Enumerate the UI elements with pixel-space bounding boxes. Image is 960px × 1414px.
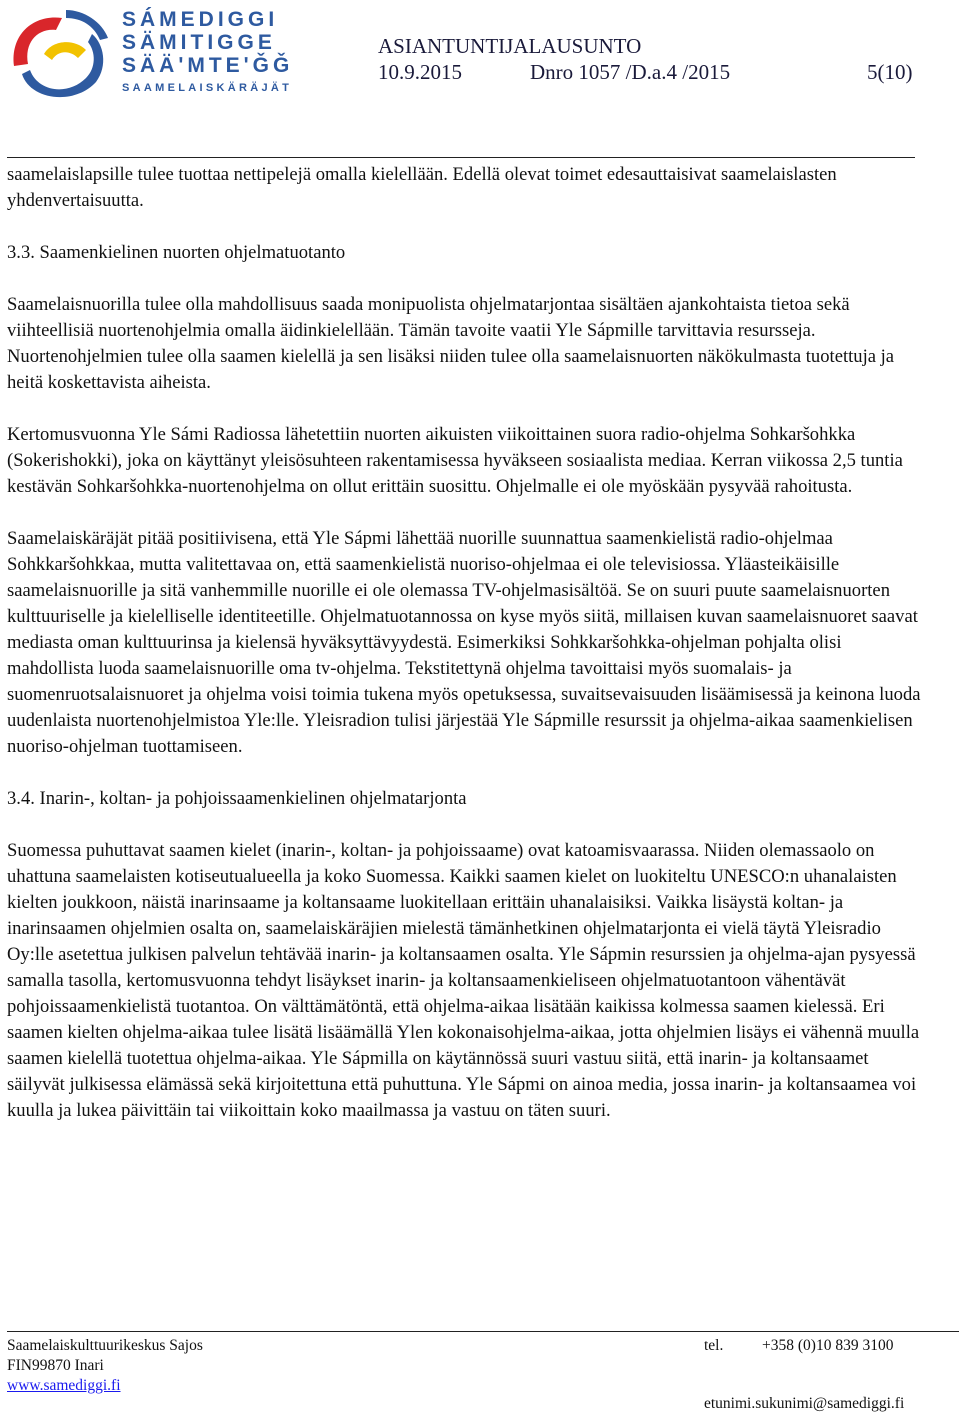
logo-line-3: SÄÄʹMTEʹǦǦ: [122, 54, 294, 77]
samediggi-emblem-icon: [4, 4, 114, 108]
footer-email: etunimi.sukunimi@samediggi.fi: [704, 1395, 905, 1412]
footer-tel-label: tel.: [704, 1337, 724, 1354]
document-meta: [378, 60, 918, 84]
footer-address-block: [7, 1336, 407, 1396]
paragraph-continued: saamelaislapsille tulee tuottaa nettipelejä omalla kielellään. Edellä olevat toimet edesauttaisivat saamelaislasten yhdenvertaisuutta.: [7, 164, 837, 211]
header-divider: [7, 157, 915, 158]
logo-wordmark: [122, 8, 293, 96]
document-number: Dnro 1057 /D.a.4 /2015: [530, 60, 731, 84]
section-heading-3-4: 3.4. Inarin-, koltan- ja pohjoissaamenkielinen ohjelmatarjonta: [7, 788, 467, 809]
document-title: ASIANTUNTIJALAUSUNTO: [378, 34, 642, 58]
paragraph-sami-languages: Suomessa puhuttavat saamen kielet (inarin-, koltan- ja pohjoissaame) ovat katoamisvaarassa. Niiden olemassaolo on uhattuna saamelaisten kotiseutualueella ja koko Suomessa. Kaikki saamen kielet on luokiteltu UNESCO:n uhanalaisten kielten joukkoon, näistä inarinsaame ja koltansaame luokitellaan erittäin uhanalaisiksi. Vaikka lisäystä koltan- ja inarinsaamen ohjelmien osalta on, saamelaiskäräjien mielestä tämänhetkinen ohjelmatarjonta ei vielä täytä Yleisradio Oy:lle asetettua julkisen palvelun tehtävää inarin- ja koltansaamen osalta. Yle Sápmin resurssien ja ohjelma-ajan pysyessä samalla tasolla, kertomusvuonna tehdyt lisäykset inarin- ja koltansaamenkieliseen ohjelmatuotantoon vähentävät pohjoissaamenkielistä tuotantoa. On välttämätöntä, että ohjelma-aikaa lisätään kaikissa kolmessa saamen kielessä. Eri saamen kielten ohjelma-aikaa tulee lisätä lisäämällä Ylen kokonaisohjelma-aikaa, jotta ohjelmien lisäys ei vähennä muulla saamen kielellä tuotettua ohjelma-aikaa. Yle Sápmilla on käytännössä suuri vastuu siitä, että inarin- ja koltansaamet säilyvät julkisessa elämässä sekä kirjoitettuna että puhuttuna. Yle Sápmi on ainoa media, jossa inarin- ja koltansaamea voi kuulla ja lukea päivittäin tai viikoittain koko maailmassa ja vastuu on täten suuri.: [7, 840, 920, 1121]
footer-tel-number: +358 (0)10 839 3100: [762, 1337, 894, 1354]
logo-subtitle: SAAMELAISKÄRÄJÄT: [122, 82, 293, 94]
footer-telephone: [704, 1336, 893, 1356]
footer-organization: Saamelaiskulttuurikeskus Sajos: [7, 1337, 203, 1354]
document-date: 10.9.2015: [378, 60, 462, 84]
paragraph-sohkarsohkka: Kertomusvuonna Yle Sámi Radiossa lähetettiin nuorten aikuisten viikoittainen suora radio-ohjelma Sohkaršohkka (Sokerishokki), joka on käyttänyt yleisösuhteen rakentamisessa hyväkseen sosiaalista mediaa. Kerran viikossa 2,5 tuntia kestävän Sohkaršohkka-nuortenohjelma on ollut erittäin suosittu. Ohjelmalle ei ole myöskään pysyvää rahoitusta.: [7, 424, 903, 497]
footer-address: FIN99870 Inari: [7, 1357, 104, 1374]
emblem-blue-arc: [66, 10, 108, 40]
paragraph-tv-programming: Saamelaiskäräjät pitää positiivisena, että Yle Sápmi lähettää nuorille suunnattua saamenkielistä radio-ohjelmaa Sohkkaršohkkaa, mutta valitettavaa on, että saamenkielistä nuoriso-ohjelmaa ei ole televisiossa. Yläasteikäisille saamelaisnuorille ja sitä vanhemmille nuorille ei ole olemassa TV-ohjelmasisältöä. Se on suuri puute saamelaisnuorten kulttuuriselle ja kielelliselle identiteetille. Ohjelmatuotannossa on kyse myös siitä, millaisen kuvan saamelaisnuoret saavat mediasta oman kulttuurinsa ja kielensä hyväksyttävyydestä. Esimerkiksi Sohkkaršohkka-ohjelman pohjalta olisi mahdollista luoda saamelaisnuorille oma tv-ohjelma. Tekstitettynä ohjelma tavoittaisi myös suomalais- ja suomenruotsalaisnuoret ja ohjelma voisi toimia tukena myös opetuksessa, suvaitsevaisuuden lisäämisessä ja keinona luoda uudenlaista nuortenohjelmistoa Yle:lle. Yleisradion tulisi järjestää Yle Sápmille resurssit ja ohjelma-aikaa saamenkielisen nuoriso-ohjelman tuottamiseen.: [7, 528, 921, 757]
document-body: [7, 162, 927, 1150]
footer-divider: [7, 1331, 959, 1332]
samediggi-logo: [4, 4, 294, 108]
paragraph-youth-programming: Saamelaisnuorilla tulee olla mahdollisuus saada monipuolista ohjelmatarjontaa sisältäen ajankohtaista tietoa sekä viihteellisiä nuortenohjelmia omalla äidinkielellään. Tämän tavoite vaatii Yle Sápmille tarvittavia resursseja. Nuortenohjelmien tulee olla saamen kielellä ja sen lisäksi niiden tulee olla saamelaisnuorten näkökulmasta tuotettuja ja heitä koskettavista aiheista.: [7, 294, 895, 393]
footer-website-link[interactable]: www.samediggi.fi: [7, 1377, 121, 1394]
emblem-red-swoosh: [14, 17, 62, 66]
logo-line-2: SÄMITIGGE: [122, 31, 276, 54]
section-heading-3-3: 3.3. Saamenkielinen nuorten ohjelmatuotanto: [7, 242, 346, 263]
emblem-yellow-swoosh: [44, 42, 86, 60]
logo-line-1: SÁMEDIGGI: [122, 8, 279, 31]
page-number: 5(10): [867, 60, 913, 84]
